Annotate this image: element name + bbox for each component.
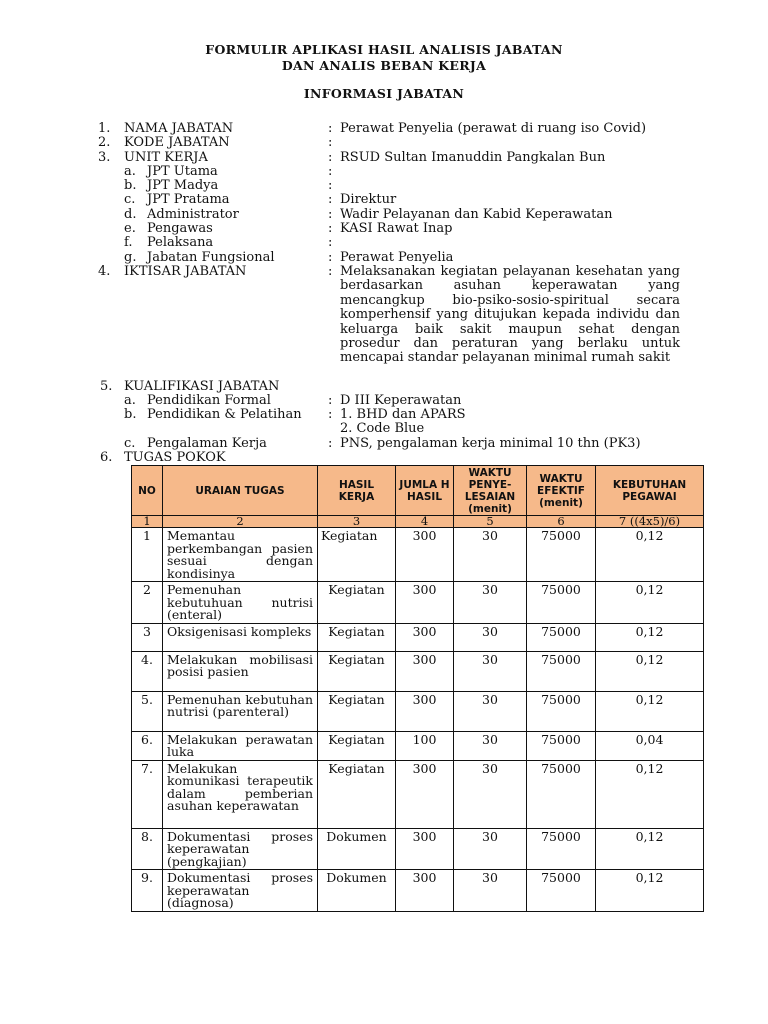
index-cell: 1 (132, 516, 163, 528)
index-cell: 4 (396, 516, 454, 528)
colon: : (328, 235, 333, 250)
colon: : (328, 407, 333, 422)
cell-uraian: Melakukan perawatan luka (163, 731, 318, 760)
cell-efektif: 75000 (527, 691, 596, 731)
table-row (132, 828, 704, 870)
pengalaman-kerja-value: PNS, pengalaman kerja minimal 10 thn (PK3) (340, 436, 641, 451)
table-row (132, 731, 704, 760)
cell-kebutuhan: 0,12 (596, 691, 704, 731)
nama-jabatan-value: Perawat Penyelia (perawat di ruang iso Covid) (340, 121, 647, 136)
colon: : (328, 178, 333, 193)
cell-no: 5. (132, 691, 163, 731)
sub-letter: b. (124, 407, 137, 422)
colon: : (328, 436, 333, 451)
iktisar-jabatan-value: Melaksanakan kegiatan pelayanan kesehatan yang berdasarkan asuhan keperawatan yang mencangkup bio-psiko-sosio-spiritual secara komperhensif yang ditujukan kepada individu dan keluarga baik sakit maupun sehat dengan prosedur dan peraturan yang berlaku untuk mencapai standar pelayanan minimal rumah sakit (340, 264, 680, 366)
unit-kerja-value: RSUD Sultan Imanuddin Pangkalan Bun (340, 150, 606, 165)
sub-letter: g. (124, 250, 137, 265)
cell-kebutuhan: 0,12 (596, 623, 704, 651)
cell-hasil: Kegiatan (318, 582, 396, 624)
cell-waktu: 30 (454, 691, 527, 731)
header-hasil-kerja: HASIL KERJA (318, 466, 396, 516)
tugas-pokok-label: TUGAS POKOK (124, 450, 226, 465)
tugas-pokok-table (131, 465, 704, 912)
colon: : (328, 192, 333, 207)
jpt-pratama-value: Direktur (340, 192, 397, 207)
cell-waktu: 30 (454, 828, 527, 870)
item-number: 4. (98, 264, 111, 279)
unit-kerja-label: UNIT KERJA (124, 150, 208, 165)
jpt-pratama-label: JPT Pratama (147, 192, 230, 207)
cell-efektif: 75000 (527, 528, 596, 582)
index-cell: 6 (527, 516, 596, 528)
table-row (132, 582, 704, 624)
header-waktu-efektif: WAKTU EFEKTIF (menit) (527, 466, 596, 516)
form-subtitle: DAN ANALIS BEBAN KERJA (281, 58, 487, 73)
cell-no: 3 (132, 623, 163, 651)
sub-letter: c. (124, 436, 136, 451)
cell-jumlah: 300 (396, 760, 454, 828)
sub-letter: d. (124, 207, 137, 222)
header-jumlah-hasil: JUMLA H HASIL (396, 466, 454, 516)
table-row (132, 623, 704, 651)
cell-efektif: 75000 (527, 623, 596, 651)
cell-hasil: Dokumen (318, 828, 396, 870)
pendidikan-formal-label: Pendidikan Formal (147, 393, 271, 408)
pelaksana-label: Pelaksana (147, 235, 214, 250)
jabatan-fungsional-label: Jabatan Fungsional (147, 250, 275, 265)
cell-jumlah: 100 (396, 731, 454, 760)
item-number: 1. (98, 121, 111, 136)
cell-hasil: Kegiatan (318, 528, 396, 582)
pendidikan-pelatihan-value: 1. BHD dan APARS (340, 407, 466, 422)
colon: : (328, 221, 333, 236)
item-number: 5. (100, 379, 113, 394)
pendidikan-formal-value: D III Keperawatan (340, 393, 462, 408)
cell-efektif: 75000 (527, 828, 596, 870)
cell-uraian: Dokumentasi proses keperawatan (pengkajian) (163, 828, 318, 870)
cell-hasil: Dokumen (318, 870, 396, 912)
form-title: FORMULIR APLIKASI HASIL ANALISIS JABATAN (205, 42, 563, 57)
colon: : (328, 207, 333, 222)
cell-waktu: 30 (454, 870, 527, 912)
header-no: NO (132, 466, 163, 516)
sub-letter: e. (124, 221, 136, 236)
cell-no: 1 (132, 528, 163, 582)
pengawas-value: KASI Rawat Inap (340, 221, 453, 236)
cell-kebutuhan: 0,12 (596, 528, 704, 582)
cell-efektif: 75000 (527, 760, 596, 828)
jpt-utama-label: JPT Utama (147, 164, 218, 179)
cell-jumlah: 300 (396, 651, 454, 691)
cell-waktu: 30 (454, 651, 527, 691)
colon: : (328, 393, 333, 408)
cell-no: 8. (132, 828, 163, 870)
jabatan-fungsional-value: Perawat Penyelia (340, 250, 454, 265)
cell-uraian: Pemenuhan kebutuhan nutrisi (parenteral) (163, 691, 318, 731)
cell-waktu: 30 (454, 731, 527, 760)
colon: : (328, 135, 333, 150)
cell-hasil: Kegiatan (318, 731, 396, 760)
jpt-madya-label: JPT Madya (147, 178, 219, 193)
header-kebutuhan-pegawai: KEBUTUHAN PEGAWAI (596, 466, 704, 516)
pendidikan-pelatihan-value-2: 2. Code Blue (340, 421, 425, 436)
cell-waktu: 30 (454, 528, 527, 582)
header-uraian-tugas: URAIAN TUGAS (163, 466, 318, 516)
cell-efektif: 75000 (527, 870, 596, 912)
colon: : (328, 164, 333, 179)
kode-jabatan-label: KODE JABATAN (124, 135, 230, 150)
index-cell: 7 ((4x5)/6) (596, 516, 704, 528)
colon: : (328, 264, 333, 279)
cell-waktu: 30 (454, 582, 527, 624)
cell-no: 2 (132, 582, 163, 624)
cell-hasil: Kegiatan (318, 623, 396, 651)
cell-uraian: Memantau perkembangan pasien sesuai dengan kondisinya (163, 528, 318, 582)
cell-hasil: Kegiatan (318, 760, 396, 828)
nama-jabatan-label: NAMA JABATAN (124, 121, 234, 136)
index-cell: 2 (163, 516, 318, 528)
administrator-label: Administrator (147, 207, 239, 222)
colon: : (328, 250, 333, 265)
cell-uraian: Dokumentasi proses keperawatan (diagnosa) (163, 870, 318, 912)
cell-kebutuhan: 0,04 (596, 731, 704, 760)
cell-jumlah: 300 (396, 582, 454, 624)
sub-letter: c. (124, 192, 136, 207)
colon: : (328, 150, 333, 165)
pengalaman-kerja-label: Pengalaman Kerja (147, 436, 267, 451)
sub-letter: f. (124, 235, 133, 250)
cell-no: 6. (132, 731, 163, 760)
sub-letter: a. (124, 393, 136, 408)
cell-kebutuhan: 0,12 (596, 651, 704, 691)
cell-no: 9. (132, 870, 163, 912)
table-row (132, 691, 704, 731)
index-cell: 3 (318, 516, 396, 528)
cell-no: 4. (132, 651, 163, 691)
pengawas-label: Pengawas (147, 221, 213, 236)
cell-kebutuhan: 0,12 (596, 870, 704, 912)
cell-kebutuhan: 0,12 (596, 760, 704, 828)
cell-uraian: Pemenuhan kebutuhuan nutrisi (enteral) (163, 582, 318, 624)
colon: : (328, 121, 333, 136)
cell-uraian: Melakukan mobilisasi posisi pasien (163, 651, 318, 691)
sub-letter: a. (124, 164, 136, 179)
cell-uraian: Oksigenisasi kompleks (163, 623, 318, 651)
index-cell: 5 (454, 516, 527, 528)
table-row (132, 870, 704, 912)
cell-jumlah: 300 (396, 828, 454, 870)
cell-jumlah: 300 (396, 528, 454, 582)
cell-no: 7. (132, 760, 163, 828)
item-number: 2. (98, 135, 111, 150)
header-waktu-penyelesaian: WAKTU PENYE-LESAIAN (menit) (454, 466, 527, 516)
table-row (132, 760, 704, 828)
administrator-value: Wadir Pelayanan dan Kabid Keperawatan (340, 207, 613, 222)
cell-uraian: Melakukan komunikasi terapeutik dalam pemberian asuhan keperawatan (163, 760, 318, 828)
cell-jumlah: 300 (396, 691, 454, 731)
kualifikasi-jabatan-label: KUALIFIKASI JABATAN (124, 379, 280, 394)
cell-efektif: 75000 (527, 731, 596, 760)
cell-efektif: 75000 (527, 651, 596, 691)
cell-waktu: 30 (454, 760, 527, 828)
cell-kebutuhan: 0,12 (596, 582, 704, 624)
cell-efektif: 75000 (527, 582, 596, 624)
cell-hasil: Kegiatan (318, 651, 396, 691)
cell-jumlah: 300 (396, 870, 454, 912)
table-row (132, 528, 704, 582)
cell-kebutuhan: 0,12 (596, 828, 704, 870)
item-number: 6. (100, 450, 113, 465)
cell-hasil: Kegiatan (318, 691, 396, 731)
iktisar-jabatan-label: IKTISAR JABATAN (124, 264, 247, 279)
cell-jumlah: 300 (396, 623, 454, 651)
item-number: 3. (98, 150, 111, 165)
section-title: INFORMASI JABATAN (303, 86, 465, 101)
pendidikan-pelatihan-label: Pendidikan & Pelatihan (147, 407, 302, 422)
sub-letter: b. (124, 178, 137, 193)
table-row (132, 651, 704, 691)
cell-waktu: 30 (454, 623, 527, 651)
